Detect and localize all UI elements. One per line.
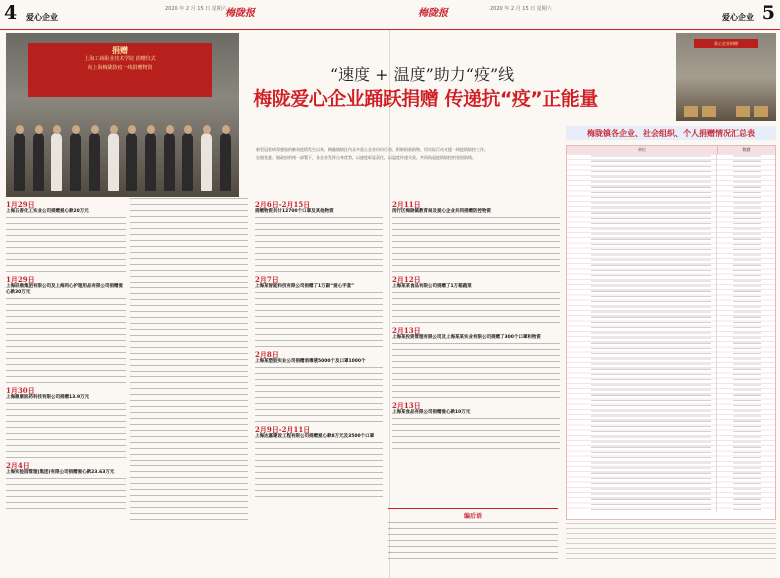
photo-banner-line1: 上海工商职业技术学院 捐赠仪式 — [84, 56, 156, 62]
body-text — [255, 217, 383, 273]
date-left: 2020 年 2 月 15 日 星期六 — [165, 6, 227, 12]
person — [164, 133, 175, 191]
person — [14, 133, 25, 191]
item-heading: 上海五香化工实业公司捐赠爱心款20万元 — [6, 209, 89, 214]
date-heading: 2月12日 — [392, 275, 421, 284]
section-title-left: 爱心企业 — [26, 13, 58, 22]
body-text — [255, 367, 383, 423]
body-text — [6, 403, 126, 459]
lede-line: 在镇党委、镇政府的统一部署下，各企业发挥自身优势，以速度彰显责任，以温度传递关爱，共同筑起疫情防控的坚固防线。 — [256, 155, 476, 160]
body-text — [130, 198, 248, 284]
body-text — [130, 376, 248, 462]
donation-box — [754, 106, 768, 117]
body-text — [6, 478, 126, 510]
person — [220, 133, 231, 191]
masthead-left: 梅陇报 — [225, 8, 255, 19]
article-column-1 — [6, 198, 126, 513]
person — [89, 133, 100, 191]
body-text — [130, 465, 248, 521]
page-header — [0, 0, 780, 30]
item-heading: 闵行区梅陇镇教育局及爱心企业共同捐赠防控物资 — [392, 209, 491, 214]
body-text — [130, 287, 248, 373]
editor-note — [388, 508, 558, 567]
date-heading: 2月4日 — [6, 461, 30, 470]
column-header-amount: 数额 — [717, 146, 775, 154]
person — [33, 133, 44, 191]
article-column-1b — [130, 198, 248, 524]
donation-ceremony-photo — [6, 33, 239, 197]
donation-box — [702, 106, 716, 117]
date-heading: 2月9日-2月11日 — [255, 425, 311, 434]
body-text — [392, 343, 560, 399]
item-heading: 上海辰鼎集团有限公司及上海同心护理用品有限公司捐赠爱心款30万元 — [6, 284, 123, 295]
item-heading: 上海某食品有限公司捐赠爱心款10万元 — [392, 410, 471, 415]
item-heading: 上海实验园管理(集团)有限公司捐赠爱心款23.63万元 — [6, 470, 115, 475]
item-heading: 上海鼎康医药科技有限公司捐赠13.9万元 — [6, 395, 90, 400]
date-right: 2020 年 2 月 15 日 星期六 — [490, 6, 552, 12]
body-text — [255, 442, 383, 498]
body-text — [392, 217, 560, 273]
body-text — [388, 522, 558, 564]
lede-paragraph — [248, 146, 598, 162]
article-column-2 — [255, 198, 383, 501]
body-text — [392, 292, 560, 324]
item-heading: 上海达嘉建设工程有限公司捐赠爱心款8万元及3500个口罩 — [255, 434, 375, 439]
donation-table-title: 梅陇镇各企业、社会组织、个人捐赠情况汇总表 — [566, 126, 776, 140]
page-number-right: 5 — [761, 2, 775, 24]
table-header — [567, 146, 775, 154]
photo-banner — [28, 43, 212, 97]
body-text — [6, 217, 126, 273]
date-heading: 1月29日 — [6, 200, 35, 209]
page-gutter — [389, 30, 390, 578]
person — [126, 133, 137, 191]
item-heading: 上海某塑胶实业公司捐赠消毒液5000个及口罩1000个 — [255, 359, 366, 364]
date-heading: 1月29日 — [6, 275, 35, 284]
table-footnote — [566, 523, 776, 561]
item-heading: 上海某智能科技有限公司捐赠了1万副“爱心手套” — [255, 284, 355, 289]
date-heading: 2月13日 — [392, 401, 421, 410]
person — [70, 133, 81, 191]
main-headline: 梅陇爱心企业踊跃捐赠 传递抗“疫”正能量 — [253, 88, 598, 110]
headline-kicker: “速度 + 温度”助力“疫”线 — [329, 65, 515, 84]
item-heading: 上海某投资管理有限公司及上海某某实业有限公司捐赠了300个口罩和物资 — [392, 335, 541, 340]
table-rows — [567, 154, 775, 512]
page-number-left: 4 — [4, 2, 18, 24]
person — [201, 133, 212, 191]
date-heading: 2月13日 — [392, 326, 421, 335]
photo-banner-title: 捐赠 — [112, 46, 128, 55]
photo-right-banner: 爱心企业捐赠 — [694, 39, 758, 48]
person — [145, 133, 156, 191]
section-title-right: 爱心企业 — [722, 13, 754, 22]
date-heading: 2月6日-2月15日 — [255, 200, 311, 209]
table-row-amount — [733, 154, 761, 512]
donation-photo-right — [676, 33, 776, 121]
item-heading: 上海某某食品有限公司捐赠了1万箱蔬菜 — [392, 284, 472, 289]
date-heading: 2月11日 — [392, 200, 421, 209]
date-heading: 2月8日 — [255, 350, 279, 359]
table-row-text — [591, 154, 711, 512]
date-heading: 2月7日 — [255, 275, 279, 284]
donation-box — [736, 106, 750, 117]
person — [182, 133, 193, 191]
photo-banner-line2: 向上海梅陇防疫一线捐赠物资 — [87, 65, 153, 71]
body-text — [6, 298, 126, 384]
editor-note-title: 编后语 — [463, 513, 482, 520]
body-text — [392, 418, 560, 450]
donation-table — [566, 145, 776, 520]
column-header-unit: 单位 — [638, 147, 646, 152]
date-heading: 1月30日 — [6, 386, 35, 395]
masthead-right: 梅陇报 — [418, 8, 448, 19]
donation-box — [684, 106, 698, 117]
people-group — [14, 129, 231, 191]
person — [51, 133, 62, 191]
lede-line: 新型冠状病毒感染的肺炎疫情发生以来，梅陇镇辖区内众多爱心企业纷纷行动，积极捐款捐物，用实际行动支援一线疫情防控工作。 — [256, 147, 488, 152]
article-column-3 — [392, 198, 560, 453]
person — [108, 133, 119, 191]
item-heading: 捐赠物资共计12700个口罩及其他物资 — [255, 209, 334, 214]
body-text — [255, 292, 383, 348]
